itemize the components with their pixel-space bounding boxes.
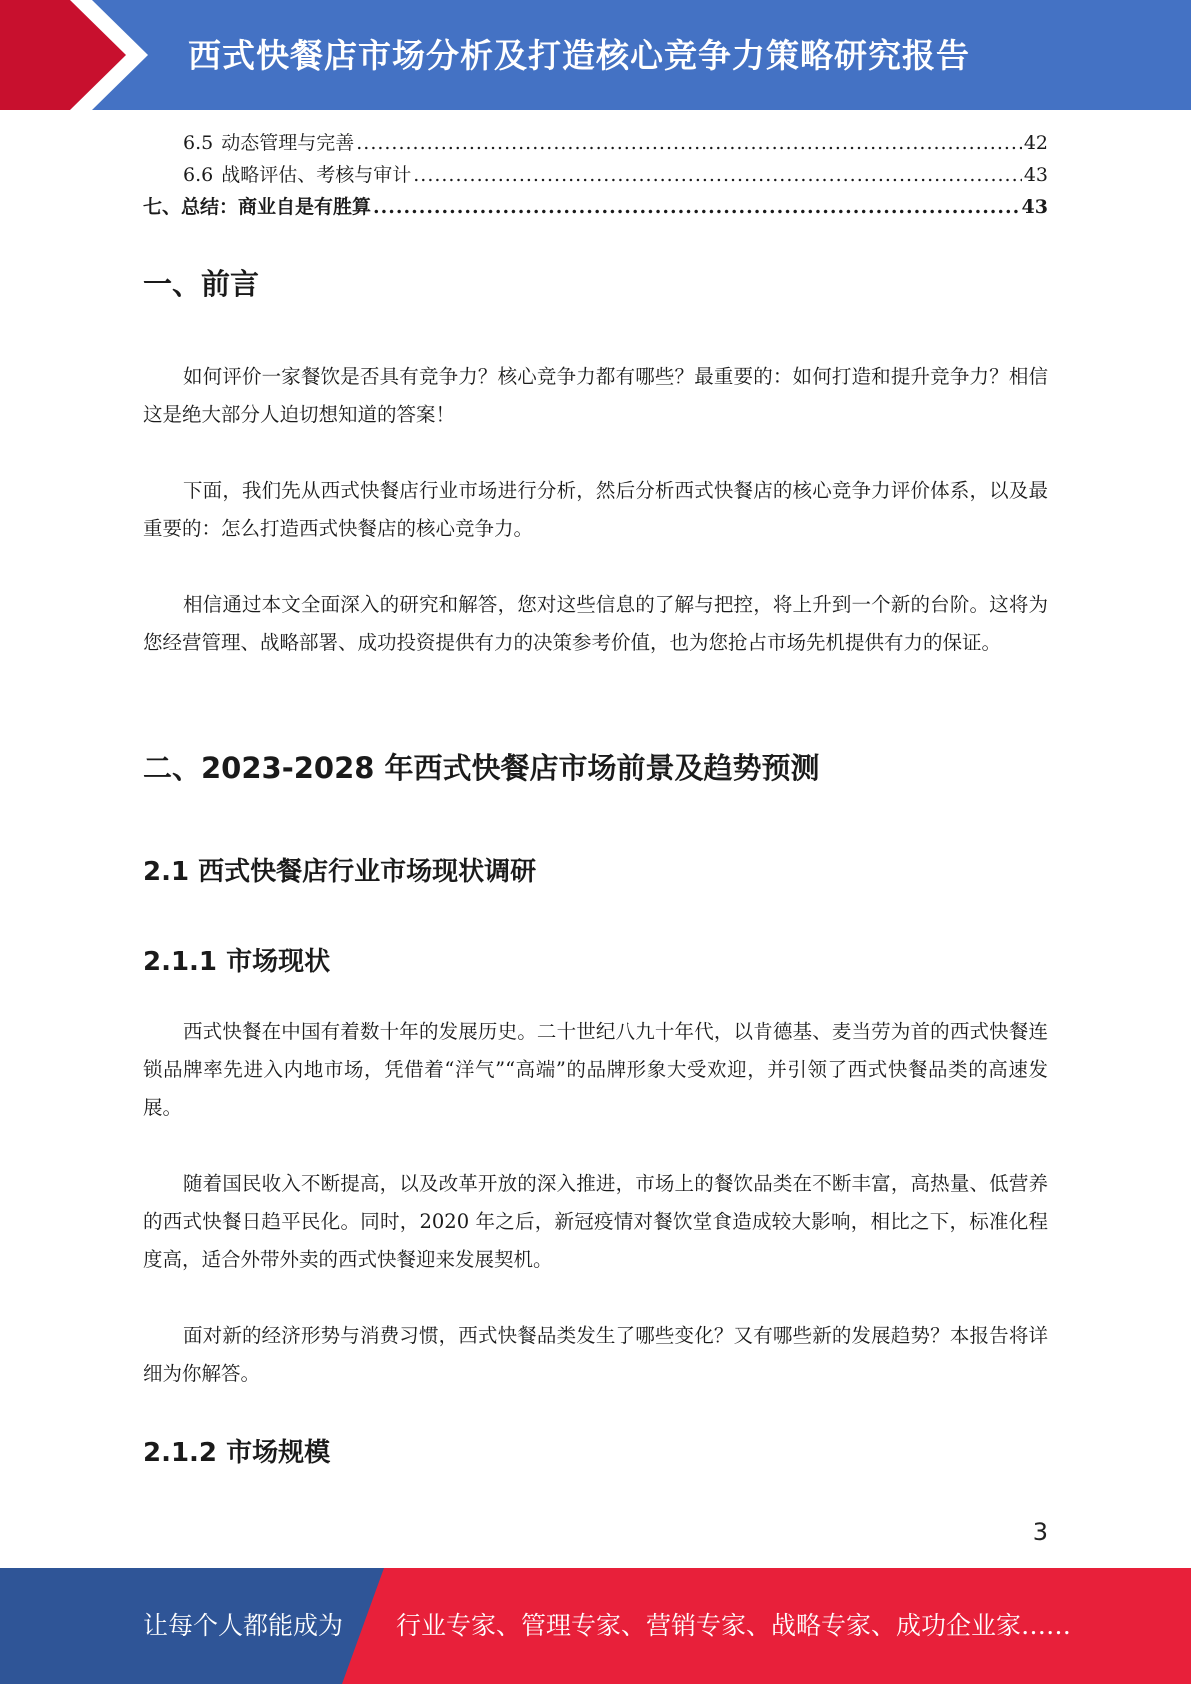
market-status-paragraph-2: 随着国民收入不断提高，以及改革开放的深入推进，市场上的餐饮品类在不断丰富，高热量、低营养的西式快餐日趋平民化。同时，2020 年之后，新冠疫情对餐饮堂食造成较大影响，相比之下，标准化程度高，适合外带外卖的西式快餐迎来发展契机。	[143, 1172, 1048, 1271]
market-status-paragraph-1: 西式快餐在中国有着数十年的发展历史。二十世纪八九十年代，以肯德基、麦当劳为首的西式快餐连锁品牌率先进入内地市场，凭借着“洋气”“高端”的品牌形象大受欢迎，并引领了西式快餐品类的高速发展。	[143, 1020, 1048, 1119]
toc-page-number: 43	[1021, 196, 1048, 218]
preface-paragraph-3: 相信通过本文全面深入的研究和解答，您对这些信息的了解与把控，将上升到一个新的台阶。这将为您经营管理、战略部署、成功投资提供有力的决策参考价值，也为您抢占市场先机提供有力的保证。	[143, 593, 1048, 654]
footer-banner	[0, 1568, 1191, 1684]
toc-page-number: 42	[1023, 132, 1048, 154]
toc-leader-dots	[373, 191, 1020, 223]
report-title: 西式快餐店市场分析及打造核心竞争力策略研究报告	[188, 36, 970, 75]
toc-label: 七、总结：商业自是有胜算	[143, 196, 372, 218]
preface-paragraph-2: 下面，我们先从西式快餐店行业市场进行分析，然后分析西式快餐店的核心竞争力评价体系，以及最重要的：怎么打造西式快餐店的核心竞争力。	[143, 479, 1048, 540]
market-status-paragraph-3: 面对新的经济形势与消费习惯，西式快餐品类发生了哪些变化？又有哪些新的发展趋势？本报告将详细为你解答。	[143, 1324, 1048, 1385]
page-number: 3	[1032, 1518, 1048, 1546]
toc-leader-dots	[413, 159, 1022, 191]
section-2-1-1-heading: 2.1.1 市场现状	[143, 947, 331, 977]
table-of-contents	[143, 127, 1048, 223]
toc-number: 6.6	[183, 164, 214, 186]
toc-entry[interactable]	[143, 191, 1048, 223]
toc-number: 6.5	[183, 132, 214, 154]
header-banner	[0, 0, 1191, 110]
toc-leader-dots	[356, 127, 1022, 159]
toc-page-number: 43	[1023, 164, 1048, 186]
toc-label: 战略评估、考核与审计	[221, 164, 412, 186]
preface-paragraph-1: 如何评价一家餐饮是否具有竞争力？核心竞争力都有哪些？最重要的：如何打造和提升竞争力？相信这是绝大部分人迫切想知道的答案！	[143, 365, 1048, 426]
preface-heading: 一、前言	[143, 267, 260, 301]
footer-slogan-right: 行业专家、管理专家、营销专家、战略专家、成功企业家……	[396, 1611, 1072, 1640]
toc-label: 动态管理与完善	[221, 132, 355, 154]
toc-entry[interactable]	[143, 127, 1048, 159]
section-2-1-heading: 2.1 西式快餐店行业市场现状调研	[143, 857, 537, 887]
chapter-2-heading: 二、2023-2028 年西式快餐店市场前景及趋势预测	[143, 751, 820, 785]
footer-slogan-left: 让每个人都能成为	[143, 1611, 344, 1640]
toc-entry[interactable]	[143, 159, 1048, 191]
section-2-1-2-heading: 2.1.2 市场规模	[143, 1438, 331, 1468]
